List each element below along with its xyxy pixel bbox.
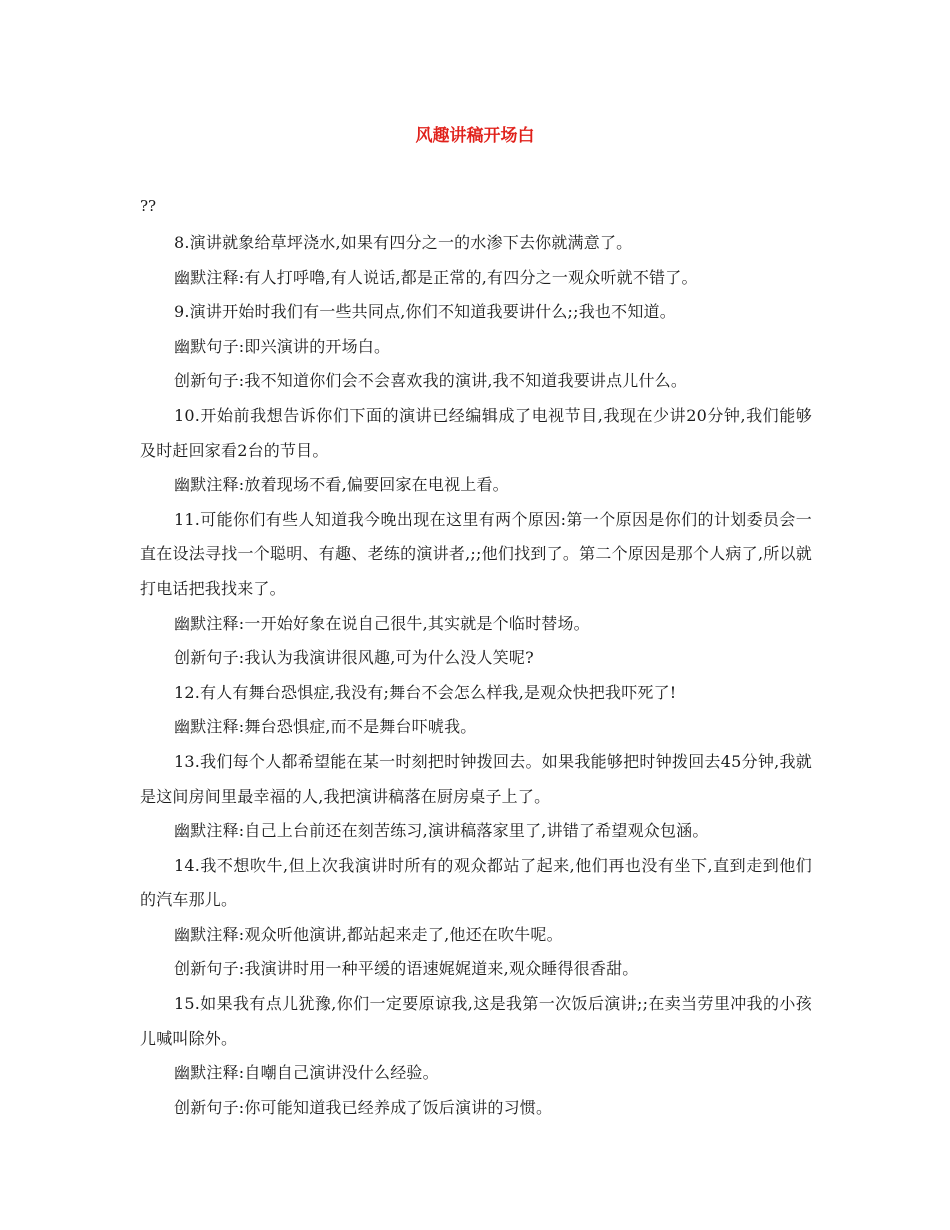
paragraph: 幽默注释:自嘲自己演讲没什么经验。 <box>174 1063 439 1083</box>
paragraph: 创新句子:我不知道你们会不会喜欢我的演讲,我不知道我要讲点儿什么。 <box>174 371 688 391</box>
paragraph: 10.开始前我想告诉你们下面的演讲已经编辑成了电视节目,我现在少讲20分钟,我们能够及时赶回家看2台的节目。 <box>140 405 812 460</box>
paragraph: 11.可能你们有些人知道我今晚出现在这里有两个原因:第一个原因是你们的计划委员会一直在设法寻找一个聪明、有趣、老练的演讲者,;;他们找到了。第二个原因是那个人病了,所以就打电话把我找来了。 <box>140 509 812 598</box>
paragraph: 9.演讲开始时我们有一些共同点,你们不知道我要讲什么;;我也不知道。 <box>174 302 676 322</box>
document-title: 风趣讲稿开场白 <box>415 126 535 146</box>
paragraph: 14.我不想吹牛,但上次我演讲时所有的观众都站了起来,他们再也没有坐下,直到走到他们的汽车那儿。 <box>140 855 812 910</box>
paragraph: 13.我们每个人都希望能在某一时刻把时钟拨回去。如果我能够把时钟拨回去45分钟,我就是这间房间里最幸福的人,我把演讲稿落在厨房桌子上了。 <box>140 751 812 806</box>
paragraph: 12.有人有舞台恐惧症,我没有;舞台不会怎么样我,是观众快把我吓死了! <box>174 682 677 702</box>
paragraph: 幽默注释:有人打呼噜,有人说话,都是正常的,有四分之一观众听就不错了。 <box>174 267 698 287</box>
paragraph: 15.如果我有点儿犹豫,你们一定要原谅我,这是我第一次饭后演讲;;在卖当劳里冲我的小孩儿喊叫除外。 <box>140 994 812 1048</box>
lead-marks: ?? <box>140 197 157 215</box>
paragraph: 幽默注释:一开始好象在说自己很牛,其实就是个临时替场。 <box>174 613 590 633</box>
paragraph: 创新句子:我认为我演讲很风趣,可为什么没人笑呢? <box>174 648 534 668</box>
paragraph: 幽默注释:舞台恐惧症,而不是舞台吓唬我。 <box>174 717 477 737</box>
paragraph: 幽默注释:自己上台前还在刻苦练习,演讲稿落家里了,讲错了希望观众包涵。 <box>174 821 709 841</box>
document-body <box>140 226 812 1125</box>
paragraph: 创新句子:我演讲时用一种平缓的语速娓娓道来,观众睡得很香甜。 <box>174 959 639 979</box>
paragraph: 幽默句子:即兴演讲的开场白。 <box>174 336 391 356</box>
paragraph: 幽默注释:放着现场不看,偏要回家在电视上看。 <box>174 475 509 495</box>
paragraph: 幽默注释:观众听他演讲,都站起来走了,他还在吹牛呢。 <box>174 924 563 944</box>
paragraph: 创新句子:你可能知道我已经养成了饭后演讲的习惯。 <box>174 1097 553 1117</box>
paragraph: 8.演讲就象给草坪浇水,如果有四分之一的水渗下去你就满意了。 <box>174 233 633 252</box>
